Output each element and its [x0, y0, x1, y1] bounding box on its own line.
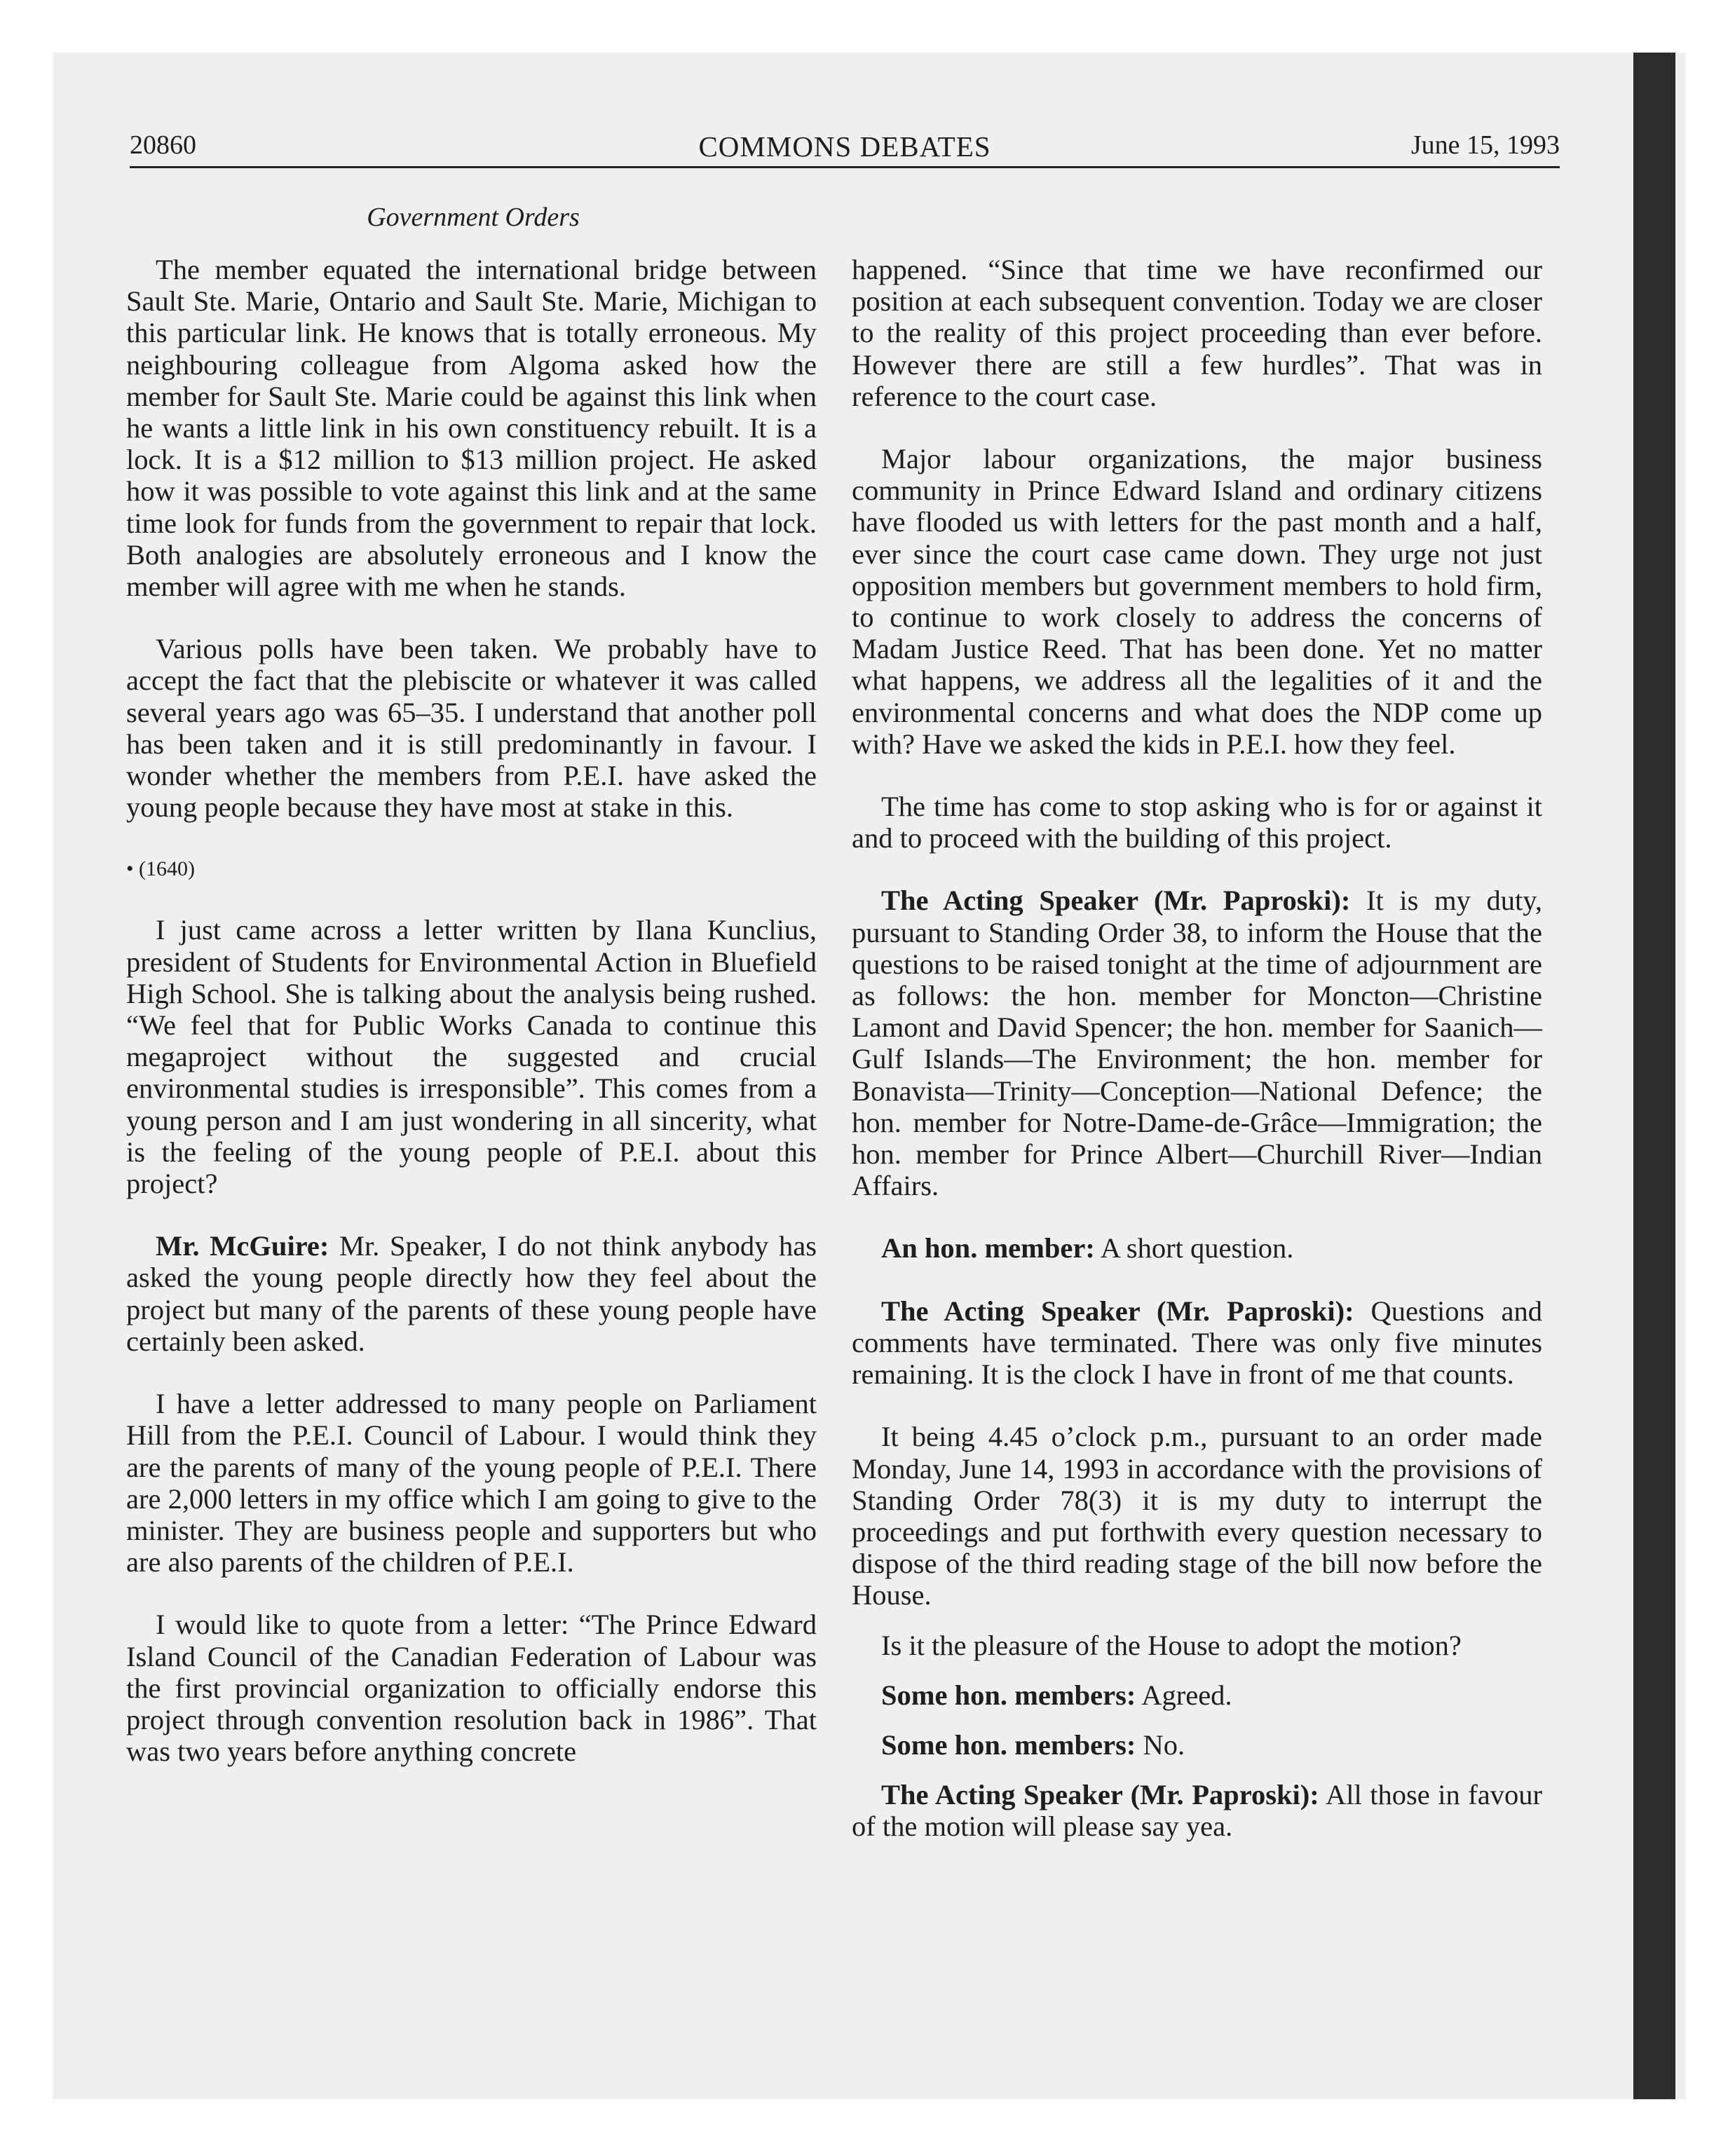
speaker-name: Some hon. members:: [881, 1679, 1136, 1711]
section-title: Government Orders: [367, 203, 580, 232]
paragraph: The time has come to stop asking who is for or against it and to proceed with the building of this project.: [852, 791, 1542, 854]
speech-text: Questions and comments have terminated. There was only five minutes remaining. It is the clock I have in front of me that counts.: [852, 1295, 1542, 1391]
running-header: [130, 130, 1560, 168]
speech-text: It is my duty, pursuant to Standing Order 38, to inform the House that the questions to be raised tonight at the time of adjournment are as follows: the hon. member for Moncton—Christine Lamont and David Spencer; the hon. member for Saanich—Gulf Islands—The Environment; the hon. member for Bonavista—Trinity—Conception—National Defence; the hon. member for Notre-Dame-de-Grâce—Immigration; the hon. member for Prince Albert—Churchill River—Indian Affairs.: [852, 885, 1542, 1202]
speech: [852, 1232, 1542, 1264]
page-number: 20860: [130, 130, 196, 160]
time-marker: • (1640): [126, 857, 195, 881]
paragraph: Various polls have been taken. We probably have to accept the fact that the plebiscite or whatever it was called several years ago was 65–35. I understand that another poll has been taken and it is still predominantly in favour. I wonder whether the members from P.E.I. have asked the young people because they have most at stake in this.: [126, 633, 817, 824]
speaker-name: The Acting Speaker (Mr. Paproski):: [881, 1779, 1319, 1811]
right-column: [852, 254, 1542, 1843]
speaker-name: The Acting Speaker (Mr. Paproski):: [881, 1295, 1354, 1327]
speech-text: All those in favour of the motion will please say yea.: [852, 1779, 1542, 1843]
speaker-name: An hon. member:: [881, 1232, 1095, 1264]
speech-text: Mr. Speaker, I do not think anybody has asked the young people directly how they feel about the project but many of the parents of these young people have certainly been asked.: [126, 1230, 817, 1357]
paragraph: The member equated the international bridge between Sault Ste. Marie, Ontario and Sault Ste. Marie, Michigan to this particular link. He knows that is totally erroneous. My neighbouring colleague from Algoma asked how the member for Sault Ste. Marie could be against this link when he wants a little link in his own constituency rebuilt. It is a lock. It is a $12 million to $13 million project. He asked how it was possible to vote against this link and at the same time look for funds from the government to repair that lock. Both analogies are absolutely erroneous and I know the member will agree with me when he stands.: [126, 254, 817, 603]
speech: [852, 885, 1542, 1201]
speech-text: A short question.: [1094, 1232, 1294, 1264]
publication-title: COMMONS DEBATES: [698, 130, 991, 163]
paragraph: I just came across a letter written by Ilana Kunclius, president of Students for Environmental Action in Bluefield High School. She is talking about the analysis being rushed. “We feel that for Public Works Canada to continue this megaproject without the suggested and crucial environmental studies is irresponsible”. This comes from a young person and I am just wondering in all sincerity, what is the feeling of the young people of P.E.I. about this project?: [126, 914, 817, 1200]
speaker-name: The Acting Speaker (Mr. Paproski):: [881, 885, 1351, 917]
paragraph: Is it the pleasure of the House to adopt the motion?: [881, 1629, 1462, 1661]
speech-text: Agreed.: [1136, 1679, 1232, 1711]
paragraph: I have a letter addressed to many people on Parliament Hill from the P.E.I. Council of Labour. I would think they are the parents of many of the young people of P.E.I. There are 2,000 letters in my office which I am going to give to the minister. They are business people and supporters but who are also parents of the children of P.E.I.: [126, 1388, 817, 1578]
speech: [852, 1779, 1542, 1842]
paragraph: It being 4.45 o’clock p.m., pursuant to an order made Monday, June 14, 1993 in accordance with the provisions of Standing Order 78(3) it is my duty to interrupt the proceedings and put forthwith every question necessary to dispose of the third reading stage of the bill now before the House.: [852, 1421, 1542, 1611]
scan-edge: [1633, 53, 1675, 2099]
speech-text: No.: [1136, 1728, 1185, 1761]
speech: [852, 1729, 1542, 1761]
speech: [852, 1679, 1542, 1711]
publication-date: June 15, 1993: [1410, 130, 1560, 160]
speech: [852, 1295, 1542, 1391]
speaker-name: Some hon. members:: [881, 1728, 1136, 1761]
left-column: [126, 254, 817, 1767]
paragraph: happened. “Since that time we have reconfirmed our position at each subsequent convention. Today we are closer to the reality of this project proceeding than ever before. However there are still a few hurdles”. That was in reference to the court case.: [852, 254, 1542, 412]
paragraph: Major labour organizations, the major business community in Prince Edward Island and ordinary citizens have flooded us with letters for the past month and a half, ever since the court case came down. They urge not just opposition members but government members to hold firm, to continue to work closely to address the concerns of Madam Justice Reed. That has been done. Yet no matter what happens, we address all the legalities of it and the environmental concerns and what does the NDP come up with? Have we asked the kids in P.E.I. how they feel.: [852, 443, 1542, 760]
speech: [126, 1230, 817, 1357]
paragraph: I would like to quote from a letter: “The Prince Edward Island Council of the Canadian Federation of Labour was the first provincial organization to officially endorse this project through convention resolution back in 1986”. That was two years before anything concrete: [126, 1609, 817, 1768]
speaker-name: Mr. McGuire:: [156, 1230, 329, 1262]
